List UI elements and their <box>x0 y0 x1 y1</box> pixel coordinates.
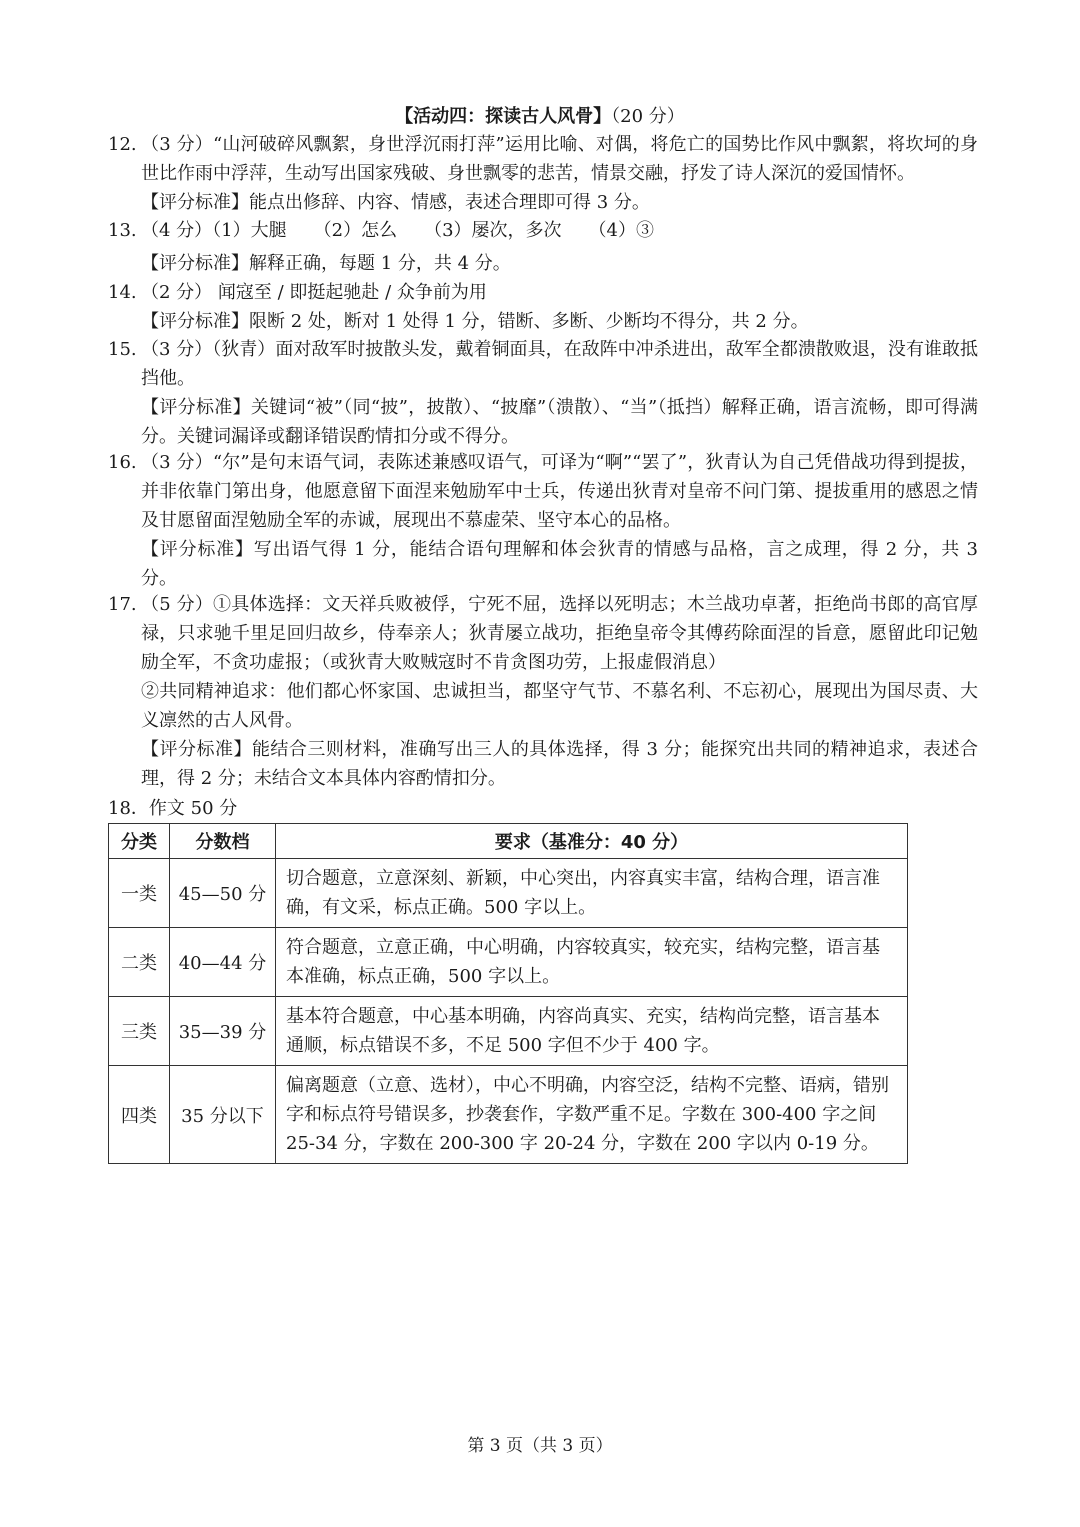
question-12 <box>108 130 978 217</box>
scoring-criteria: 【评分标准】写出语气得 1 分，能结合语句理解和体会狄青的情感与品格，言之成理，得 2 分，共 3 分。 <box>141 539 978 589</box>
cell-requirements: 切合题意，立意深刻、新颖，中心突出，内容真实丰富，结构合理，语言准确，有文采，标点正确。500 字以上。 <box>276 859 908 928</box>
cell-requirements: 符合题意，立意正确，中心明确，内容较真实，较充实，结构完整，语言基本准确，标点正确，500 字以上。 <box>276 928 908 997</box>
table-row <box>109 928 908 997</box>
scoring-criteria: 【评分标准】解释正确，每题 1 分，共 4 分。 <box>141 253 511 274</box>
answer-text: （3 分）（狄青）面对敌军时披散头发，戴着铜面具，在敌阵中冲杀进出，敌军全都溃散败退，没有谁敢抵挡他。 <box>141 339 978 389</box>
answer-text-part2: ②共同精神追求：他们都心怀家国、忠诚担当，都坚守气节、不慕名利、不忘初心，展现出为国尽责、大义凛然的古人风骨。 <box>141 681 978 731</box>
scoring-criteria: 【评分标准】限断 2 处，断对 1 处得 1 分，错断、多断、少断均不得分，共 2 分。 <box>141 311 809 332</box>
header-score-band: 分数档 <box>170 824 276 859</box>
cell-score-band: 40—44 分 <box>170 928 276 997</box>
cell-category: 二类 <box>109 928 170 997</box>
question-number: 17. <box>108 594 137 615</box>
scoring-criteria: 【评分标准】能点出修辞、内容、情感，表述合理即可得 3 分。 <box>141 192 650 213</box>
scoring-criteria: 【评分标准】关键词“被”（同“披”，披散）、“披靡”（溃散）、“当”（抵挡）解释正确，语言流畅，即可得满分。关键词漏译或翻译错误酌情扣分或不得分。 <box>141 397 978 447</box>
cell-score-band: 35—39 分 <box>170 997 276 1066</box>
question-14 <box>108 278 978 336</box>
question-number: 15. <box>108 339 137 360</box>
essay-grading-table <box>108 823 908 1164</box>
cell-requirements: 偏离题意（立意、选材），中心不明确，内容空泛，结构不完整、语病，错别字和标点符号错误多，抄袭套作，字数严重不足。字数在 300-400 字之间 25-34 分，字数在 200-300 字 20-24 分，字数在 200 字以内 0-19 分。 <box>276 1066 908 1164</box>
question-number: 14. <box>108 282 137 303</box>
question-number: 13. <box>108 220 137 241</box>
header-requirements: 要求（基准分：40 分） <box>276 824 908 859</box>
section-title: 【活动四：探读古人风骨】 <box>395 106 612 127</box>
question-16 <box>108 448 978 593</box>
answer-text: （5 分）①具体选择：文天祥兵败被俘，宁死不屈，选择以死明志；木兰战功卓著，拒绝尚书郎的高官厚禄，只求驰千里足回归故乡，侍奉亲人；狄青屡立战功，拒绝皇帝令其傅药除面涅的旨意，愿留此印记勉励全军，不贪功虚报；（或狄青大败贼寇时不肯贪图功劳，上报虚假消息） <box>141 594 978 673</box>
header-category: 分类 <box>109 824 170 859</box>
page-footer: 第 3 页（共 3 页） <box>467 1436 613 1456</box>
scoring-criteria: 【评分标准】能结合三则材料，准确写出三人的具体选择，得 3 分；能探究出共同的精神追求，表述合理，得 2 分；未结合文本具体内容酌情扣分。 <box>141 739 978 789</box>
answer-text: （3 分）“山河破碎风飘絮，身世浮沉雨打萍”运用比喻、对偶，将危亡的国势比作风中飘絮，将坎坷的身世比作雨中浮萍，生动写出国家残破、身世飘零的悲苦，情景交融，抒发了诗人深沉的爱国情怀。 <box>141 134 978 184</box>
cell-score-band: 35 分以下 <box>170 1066 276 1164</box>
question-number: 12. <box>108 134 137 155</box>
cell-category: 一类 <box>109 859 170 928</box>
question-13 <box>108 216 978 278</box>
question-number: 16. <box>108 452 137 473</box>
section-heading <box>0 104 1080 130</box>
table-header-row <box>109 824 908 859</box>
answer-text: （4 分）（1）大腿 （2）怎么 （3）屡次，多次 （4）③ <box>141 220 654 241</box>
answer-text: （3 分）“尔”是句末语气词，表陈述兼感叹语气，可译为“啊”“罢了”，狄青认为自己凭借战功得到提拔，并非依靠门第出身，他愿意留下面涅来勉励军中士兵，传递出狄青对皇帝不问门第、提拔重用的感恩之情及甘愿留面涅勉励全军的赤诚，展现出不慕虚荣、坚守本心的品格。 <box>141 452 978 531</box>
cell-score-band: 45—50 分 <box>170 859 276 928</box>
cell-category: 四类 <box>109 1066 170 1164</box>
question-17 <box>108 590 978 793</box>
table-row <box>109 859 908 928</box>
table-row <box>109 997 908 1066</box>
section-score: （20 分） <box>611 106 685 127</box>
cell-requirements: 基本符合题意，中心基本明确，内容尚真实、充实，结构尚完整，语言基本通顺，标点错误不多，不足 500 字但不少于 400 字。 <box>276 997 908 1066</box>
question-18-label: 18．作文 50 分 <box>108 798 238 819</box>
table-row <box>109 1066 908 1164</box>
cell-category: 三类 <box>109 997 170 1066</box>
question-15 <box>108 335 978 451</box>
answer-text: （2 分） 闻寇至 / 即挺起驰赴 / 众争前为用 <box>141 282 487 303</box>
